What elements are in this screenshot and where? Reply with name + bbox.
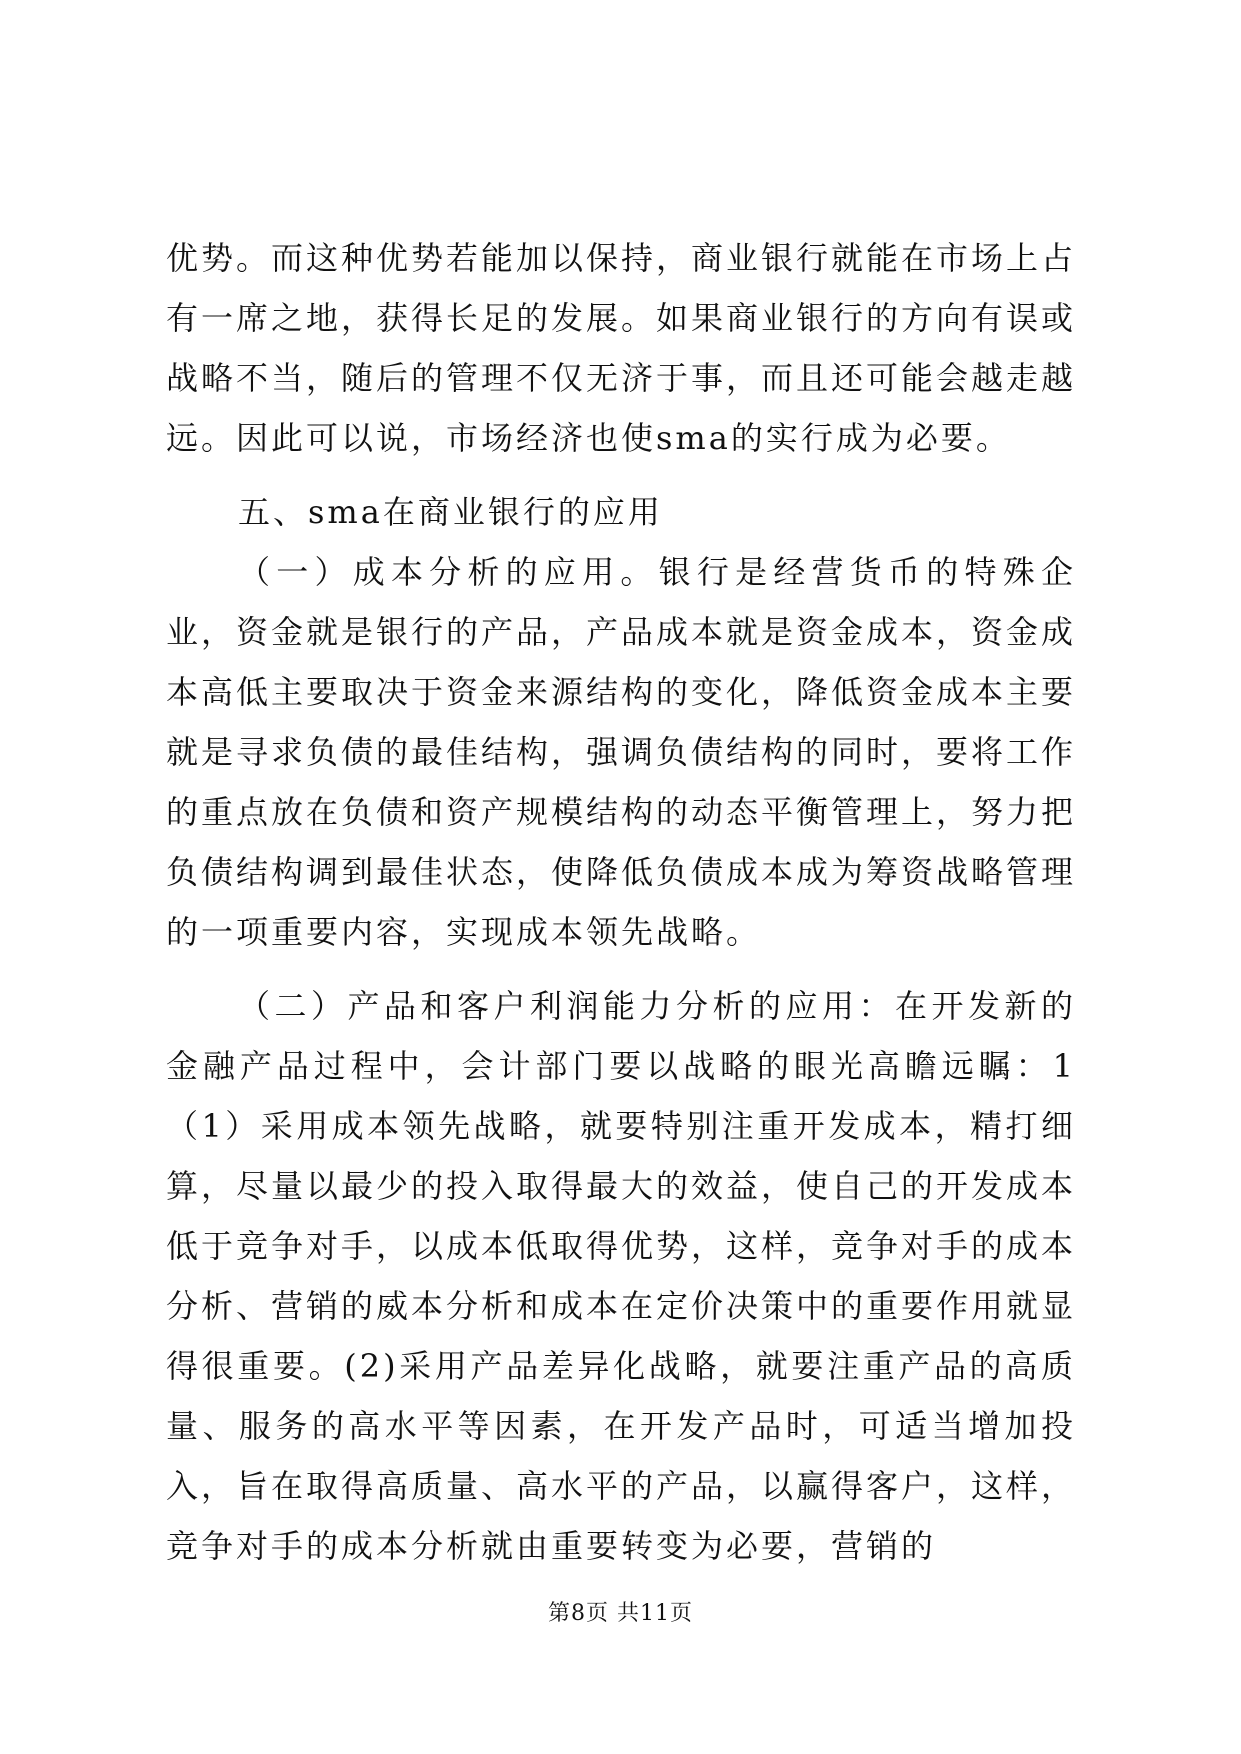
- paragraph-cost-analysis: （一）成本分析的应用。银行是经营货币的特殊企业，资金就是银行的产品，产品成本就是资金成本，资金成本高低主要取决于资金来源结构的变化，降低资金成本主要就是寻求负债的最佳结构，强调负债结构的同时，要将工作的重点放在负债和资产规模结构的动态平衡管理上，努力把负债结构调到最佳状态，使降低负债成本成为筹资战略管理的一项重要内容，实现成本领先战略。: [166, 553, 1077, 951]
- page-number-footer: 第8页 共11页: [548, 1601, 693, 1626]
- section-heading-five: 五、sma在商业银行的应用: [238, 493, 663, 531]
- document-body: [166, 228, 1076, 1576]
- paragraph-profitability-analysis: （二）产品和客户利润能力分析的应用：在开发新的金融产品过程中，会计部门要以战略的眼光高瞻远瞩：1（1）采用成本领先战略，就要特别注重开发成本，精打细算，尽量以最少的投入取得最大的效益，使自己的开发成本低于竞争对手，以成本低取得优势，这样，竞争对手的成本分析、营销的威本分析和成本在定价决策中的重要作用就显得很重要。(2)采用产品差异化战略，就要注重产品的高质量、服务的高水平等因素，在开发产品时，可适当增加投入，旨在取得高质量、高水平的产品，以赢得客户，这样，竞争对手的成本分析就由重要转变为必要，营销的: [166, 987, 1077, 1565]
- paragraph-continuation: 优势。而这种优势若能加以保持，商业银行就能在市场上占有一席之地，获得长足的发展。如果商业银行的方向有误或战略不当，随后的管理不仅无济于事，而且还可能会越走越远。因此可以说，市场经济也使sma的实行成为必要。: [166, 239, 1077, 457]
